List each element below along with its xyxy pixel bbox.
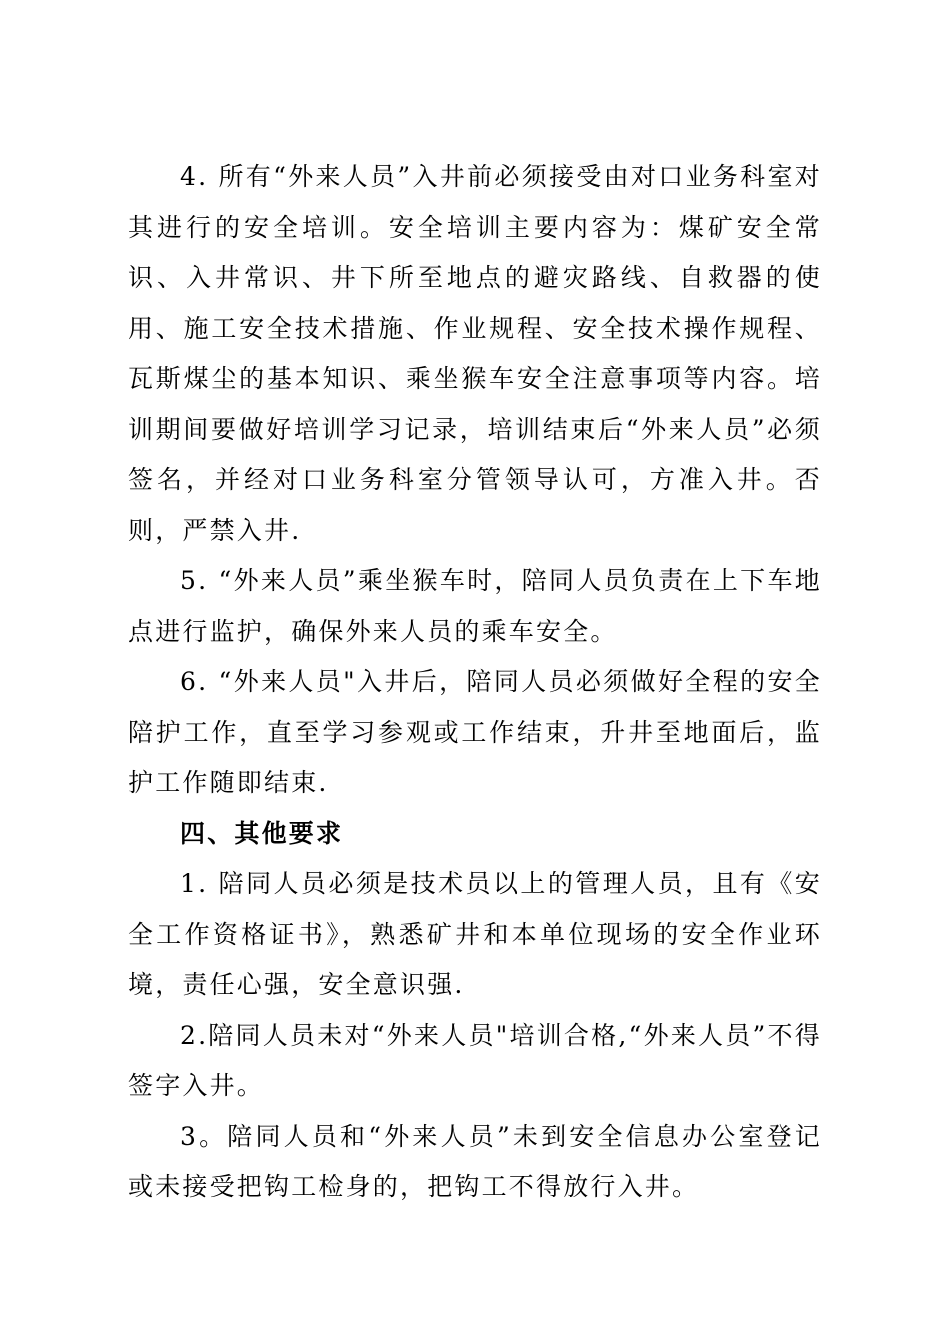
paragraph-requirement-1: 1. 陪同人员必须是技术员以上的管理人员，且有《安全工作资格证书》，熟悉矿井和本单位现场的安全作业环境，责任心强，安全意识强. (128, 869, 822, 999)
section-heading: 四、其他要求 (180, 818, 344, 848)
document-page (128, 152, 822, 1213)
paragraph-item-5: 5. “外来人员”乘坐猴车时，陪同人员负责在上下车地点进行监护，确保外来人员的乘车安全。 (128, 566, 822, 646)
paragraph-item-4: 4. 所有“外来人员”入井前必须接受由对口业务科室对其进行的安全培训。安全培训主要内容为：煤矿安全常识、入井常识、井下所至地点的避灾路线、自救器的使用、施工安全技术措施、作业规程、安全技术操作规程、瓦斯煤尘的基本知识、乘坐猴车安全注意事项等内容。培训期间要做好培训学习记录，培训结束后“外来人员”必须签名，并经对口业务科室分管领导认可，方准入井。否则，严禁入井. (128, 162, 822, 545)
paragraph-requirement-2: 2.陪同人员未对“外来人员"培训合格,“外来人员”不得签字入井。 (128, 1020, 822, 1100)
paragraph-item-6: 6. “外来人员"入井后，陪同人员必须做好全程的安全陪护工作，直至学习参观或工作结束，升井至地面后，监护工作随即结束. (128, 667, 822, 797)
paragraph-requirement-3: 3。陪同人员和“外来人员”未到安全信息办公室登记或未接受把钩工检身的，把钩工不得放行入井。 (128, 1121, 822, 1201)
